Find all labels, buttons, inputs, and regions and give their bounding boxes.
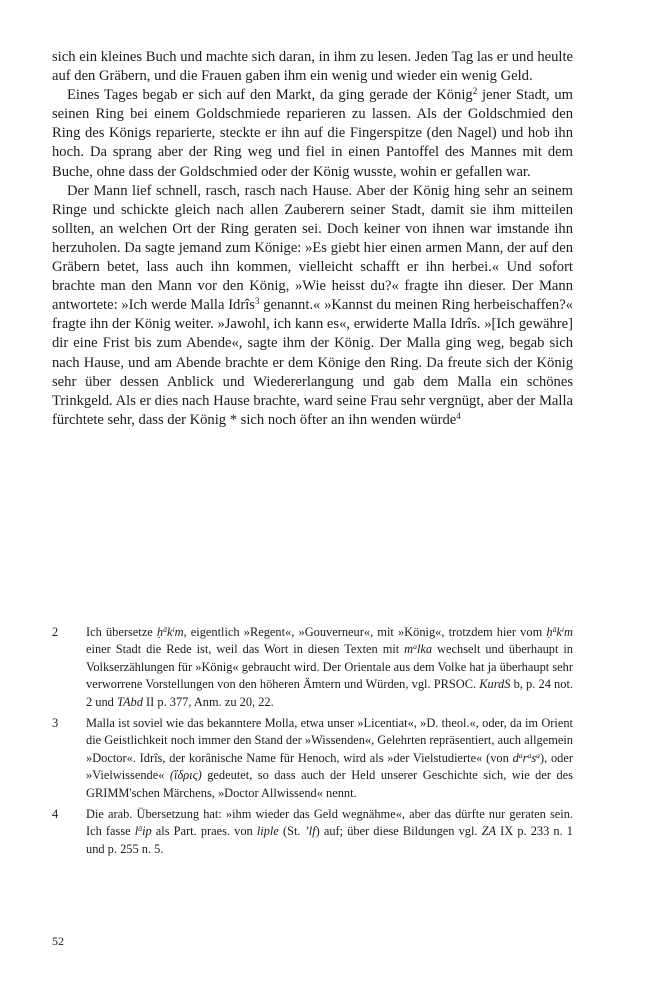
text-run: IX p. 233 n. 1 und p. 255 n. 5. <box>86 824 573 856</box>
footnote-marker: a <box>413 642 417 652</box>
footnote <box>52 715 573 802</box>
text-run: (St. <box>278 824 305 839</box>
footnote-marker: 4 <box>456 410 461 421</box>
text-run: r <box>522 750 528 765</box>
text-run: einer Stadt die Rede ist, weil das Wort in diesen Texten mit <box>86 642 405 657</box>
text-run: KurdS <box>479 677 511 692</box>
footnote-text <box>86 624 573 711</box>
footnote <box>52 806 573 858</box>
text-run: Die arab. Übersetzung hat: »ihm wieder das Geld wegnähme«, aber das dürfte nur geraten sein. Ich fasse <box>86 807 573 839</box>
text-run: m <box>404 642 414 657</box>
text-run: ip <box>142 824 152 839</box>
text-run: gedeutet, so dass auch der Held unserer Geschichte sich, wie der des GRIMM'schen Märchens, »Doctor Allwissend« nennt. <box>86 768 573 800</box>
text-run: eigentlich »Regent«, »Gouverneur«, mit »König«, trotzdem hier vom <box>186 625 547 639</box>
footnote-text <box>86 715 573 802</box>
footnote-marker: 2 <box>472 86 478 97</box>
text-run: jener Stadt, um seinen Ring bei einem Goldschmiede reparieren zu lassen. Als der Goldschmied den Ring des Königs reparierte, steckte er ihn auf die Fingerspitze (den Nagel) und hob ihn hoch. Da sprang aber der Ring weg und fiel in einen Pantoffel des Mannes mit dem Buche, ohne dass der Goldschmied oder der König wusste, wohin er gefallen war. <box>52 87 573 180</box>
footnote-marker: a <box>536 750 540 760</box>
footnote-number: 4 <box>52 807 59 822</box>
text-run: sich ein kleines Buch und machte sich daran, in ihm zu lesen. Jeden Tag las er und heulte auf den Gräbern, und die Frauen gaben ihm ein wenig und wieder ein wenig Geld. <box>52 49 573 85</box>
text-run: m, <box>174 625 187 639</box>
footnote-marker: a <box>527 750 532 760</box>
footnote-number: 2 <box>52 625 59 639</box>
text-run: l <box>134 824 139 839</box>
text-run: ḥ <box>546 625 553 639</box>
text-run: ), oder »Vielwissende« <box>86 750 573 783</box>
footnote-marker: ā <box>552 624 557 634</box>
text-run: ZA <box>481 824 497 839</box>
text-run: Der Mann lief schnell, rasch, rasch nach Hause. Aber der König hing sehr an seinem Ringe und schickte gleich nach allen Zauberern seiner Stadt, damit sie ihm mitteilen sollten, an welchen Ort der Ring geraten sei. Doch keiner von ihnen war imstande ihn herzuholen. Da sagte jemand zum Könige: »Es giebt hier einen armen Mann, der auf den Gräbern betet, lass auch ihn kommen, vielleicht schafft er ihn herbei.« Und sofort brachte man den Mann vor den König, »Wie heisst du?« fragte ihn dieser. Der Mann antwortete: »Ich werde Malla Idrîs <box>52 182 573 314</box>
text-run: d <box>512 750 519 765</box>
footnote-marker: i <box>561 624 565 634</box>
footnote-number: 3 <box>52 716 59 731</box>
text-run: lka <box>416 642 433 657</box>
footnote-marker: i <box>172 624 175 634</box>
text-run: liple <box>256 824 279 839</box>
text-run: (ἴδρις) <box>169 768 202 783</box>
footnote-marker: a <box>518 750 523 760</box>
text-run: Eines Tages begab er sich auf den Markt, da ging gerade der König <box>67 87 473 104</box>
text-run: b, p. 24 not. 2 und <box>86 677 573 709</box>
footnotes <box>52 624 573 862</box>
page-number: 52 <box>52 934 64 948</box>
text-run: Malla ist soviel wie das bekanntere Molla, etwa unser »Licentiat«, »D. theol.«, oder, da im Orient die Geistlichkeit noch immer den Stand der »Wissenden«, Gelehrten repräsentiert, auch allgemein »Doctor«. Idrîs, der korânische Name für Henoch, wird als »der Vielstudierte« (von <box>86 716 573 765</box>
text-run: wechselt und überhaupt in Volkserzählungen für »König« gebraucht wird. Der Orientale aus dem Volke hat ja überhaupt sehr verworrene Vorstellungen von den höheren Ämtern und Würden, vgl. PRSOC. <box>86 642 573 692</box>
text-run: genannt.« »Kannst du meinen Ring herbeischaffen?« fragte ihn der König weiter. »Jawohl, ich kann es«, erwiderte Malla Idrîs. »[Ich gewähre] dir eine Frist bis zum Abende«, sagte ihm der König. Der Malla ging weg, begab sich nach Hause, und am Abende brachte er dem Könige den Ring. Da freute sich der König sehr über dessen Anblick und Wiedererlangung und gab dem Malla ein schönes Trinkgeld. Als er dies nach Hause brachte, ward seine Frau sehr vergnügt, aber der Malla fürchtete sehr, dass der König * sich noch öfter an ihn wenden würde <box>52 297 573 428</box>
text-run: ) auf; über diese Bildungen vgl. <box>315 824 482 839</box>
text-run: k <box>556 625 562 639</box>
text-run: ʼlf <box>304 824 316 839</box>
text-run: ḥ <box>156 625 164 639</box>
footnote-marker: 3 <box>254 296 260 307</box>
text-run: Ich übersetze <box>86 625 157 639</box>
paragraph <box>52 48 573 86</box>
main-text <box>52 48 573 430</box>
footnote-marker: ā <box>163 624 167 634</box>
paragraph <box>52 182 573 430</box>
footnote <box>52 624 573 711</box>
text-run: s <box>531 750 537 765</box>
text-run: TAbd <box>116 694 143 709</box>
text-run: k <box>166 625 173 639</box>
text-run: m <box>564 625 573 639</box>
text-run: II p. 377, Anm. zu 20, 22. <box>142 694 274 709</box>
footnote-marker: ā <box>138 824 143 834</box>
paragraph <box>52 86 573 181</box>
footnote-text <box>86 806 573 858</box>
text-run: als Part. praes. von <box>151 824 257 839</box>
